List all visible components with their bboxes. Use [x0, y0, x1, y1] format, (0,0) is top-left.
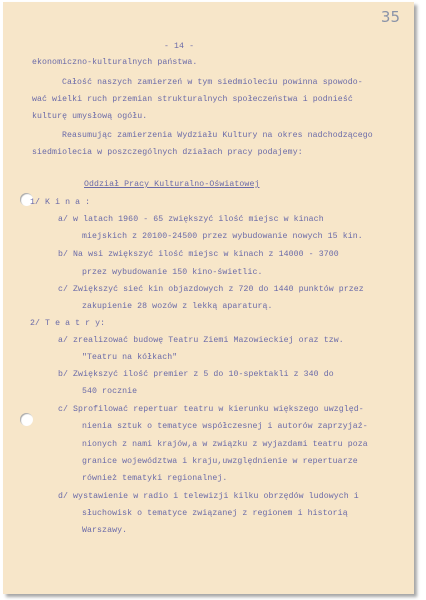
text-line: Reasumując zamierzenia Wydziału Kultury na okres nadchodzącego — [62, 131, 373, 140]
text-line: również tematyki regionalnej. — [82, 474, 228, 483]
text-line: c/ Sprofilować repertuar teatru w kierunku większego uwzględ- — [58, 405, 364, 414]
text-line: nionych z nami krajów,a w związku z wyjazdami teatru poza — [82, 440, 368, 449]
text-line: a/ zrealizować budowę Teatru Ziemi Mazowieckiej oraz tzw. — [58, 336, 344, 345]
document-page — [3, 2, 414, 594]
subsection-heading: 1/ K i n a : — [30, 198, 91, 207]
text-line: a/ w latach 1960 - 65 zwiększyć ilość miejsc w kinach — [58, 215, 324, 224]
text-line: wać wielki ruch przemian strukturalnych społeczeństwa i podnieść — [32, 95, 353, 104]
text-line: siedmiolecia w poszczególnych działach pracy podajemy: — [32, 148, 303, 157]
text-line: nienia sztuk o tematyce współczesnej i autorów zaprzyjaź- — [82, 422, 368, 431]
text-line: zakupienie 28 wozów z lekką aparaturą. — [82, 302, 273, 311]
text-line: Całość naszych zamierzeń w tym siedmioleciu powinna spowodo- — [62, 78, 363, 87]
section-heading: Oddział Pracy Kulturalno-Oświatowej — [84, 180, 260, 189]
punch-hole-bottom — [20, 413, 33, 426]
folio-number: 35 — [380, 8, 400, 26]
text-line: przez wybudowanie 150 kino-świetlic. — [82, 268, 263, 277]
text-line: c/ Zwiększyć sieć kin objazdowych z 720 do 1440 punktów przez — [58, 285, 364, 294]
page-number: - 14 - — [164, 42, 195, 51]
text-line: granice województwa i kraju,uwzględnienie w repertuarze — [82, 457, 358, 466]
text-line: 540 rocznie — [82, 387, 138, 396]
text-line: miejskich z 20100-24500 przez wybudowanie nowych 15 kin. — [82, 232, 363, 241]
text-line: d/ wystawienie w radio i telewizji kilku obrzędów ludowych i — [58, 492, 359, 501]
text-line: b/ Na wsi zwiększyć ilość miejsc w kinach z 14000 - 3700 — [58, 250, 339, 259]
text-line: słuchowisk o tematyce związanej z regionem i historią — [82, 509, 348, 518]
text-line: "Teatru na kółkach" — [82, 353, 178, 362]
subsection-heading: 2/ T e a t r y: — [30, 319, 106, 328]
text-line: ekonomiczno-kulturalnych państwa. — [32, 58, 198, 67]
text-line: b/ Zwiększyć ilość premier z 5 do 10-spektakli z 340 do — [58, 370, 334, 379]
text-line: Warszawy. — [82, 526, 128, 535]
text-line: kulturę umysłową ogółu. — [32, 112, 148, 121]
